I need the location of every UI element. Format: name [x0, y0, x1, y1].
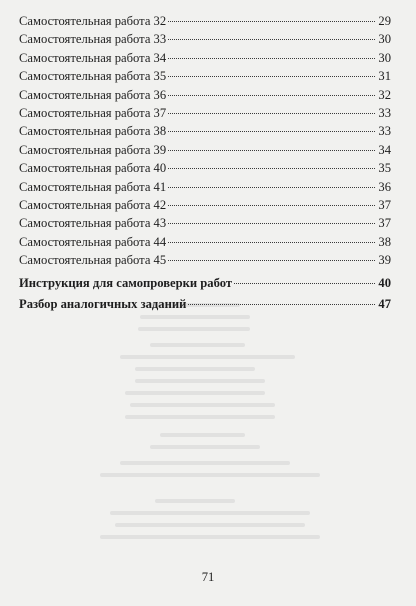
- toc-entry[interactable]: [19, 122, 391, 140]
- dot-leader: [168, 242, 375, 243]
- dot-leader: [168, 223, 375, 224]
- toc-entry-title: Самостоятельная работа 40: [19, 161, 167, 176]
- toc-entry[interactable]: [19, 214, 391, 232]
- toc-entry-page: 36: [378, 179, 391, 194]
- toc-entry-page: 37: [378, 216, 391, 231]
- toc-entry-title: Самостоятельная работа 34: [19, 50, 167, 65]
- dot-leader: [168, 21, 375, 22]
- toc-entry-title: Самостоятельная работа 41: [19, 179, 167, 194]
- toc-entry[interactable]: [19, 251, 391, 269]
- toc-entry[interactable]: [19, 159, 391, 177]
- dot-leader: [168, 187, 375, 188]
- toc-entry-title: Самостоятельная работа 38: [19, 124, 167, 139]
- toc-entry-page: 31: [378, 69, 391, 84]
- toc-entry-page: 35: [378, 161, 391, 176]
- dot-leader: [234, 283, 375, 284]
- toc-entry-page: 30: [378, 50, 391, 65]
- dot-leader: [168, 76, 375, 77]
- dot-leader: [188, 304, 375, 305]
- toc-entry-page: 30: [378, 32, 391, 47]
- toc-section-page: 47: [378, 297, 391, 312]
- toc-entry-title: Самостоятельная работа 37: [19, 105, 167, 120]
- toc-entry-title: Самостоятельная работа 33: [19, 32, 167, 47]
- dot-leader: [168, 39, 375, 40]
- dot-leader: [168, 113, 375, 114]
- toc-entry[interactable]: [19, 196, 391, 214]
- toc-entry-title: Самостоятельная работа 42: [19, 197, 167, 212]
- dot-leader: [168, 205, 375, 206]
- toc-entry-page: 33: [378, 105, 391, 120]
- toc-section-title: Инструкция для самопроверки работ: [19, 276, 233, 291]
- toc-entry-title: Самостоятельная работа 44: [19, 234, 167, 249]
- table-of-contents: [19, 12, 391, 315]
- toc-entry[interactable]: [19, 12, 391, 30]
- toc-entry-page: 34: [378, 142, 391, 157]
- toc-entry-page: 38: [378, 234, 391, 249]
- toc-entry-title: Самостоятельная работа 35: [19, 69, 167, 84]
- dot-leader: [168, 95, 375, 96]
- toc-section-page: 40: [378, 276, 391, 291]
- toc-entry-title: Самостоятельная работа 39: [19, 142, 167, 157]
- bleed-through-text: [0, 275, 416, 545]
- toc-entry[interactable]: [19, 49, 391, 67]
- toc-entry[interactable]: [19, 86, 391, 104]
- toc-entry[interactable]: [19, 233, 391, 251]
- toc-entry-title: Самостоятельная работа 32: [19, 14, 167, 28]
- toc-entry-page: 33: [378, 124, 391, 139]
- toc-entry-page: 29: [378, 14, 391, 28]
- toc-entry[interactable]: [19, 141, 391, 159]
- toc-entry-page: 39: [378, 253, 391, 268]
- toc-section-title: Разбор аналогичных заданий: [19, 297, 187, 312]
- dot-leader: [168, 260, 375, 261]
- toc-entry[interactable]: [19, 178, 391, 196]
- toc-section-instructions[interactable]: [19, 273, 391, 294]
- toc-section-analysis[interactable]: [19, 294, 391, 315]
- dot-leader: [168, 150, 375, 151]
- toc-entry-title: Самостоятельная работа 45: [19, 253, 167, 268]
- dot-leader: [168, 168, 375, 169]
- dot-leader: [168, 58, 375, 59]
- toc-entry[interactable]: [19, 67, 391, 85]
- toc-entry-page: 32: [378, 87, 391, 102]
- toc-entry-title: Самостоятельная работа 43: [19, 216, 167, 231]
- toc-entry-page: 37: [378, 197, 391, 212]
- page-number: 71: [201, 570, 215, 584]
- toc-entry[interactable]: [19, 30, 391, 48]
- toc-entry-title: Самостоятельная работа 36: [19, 87, 167, 102]
- dot-leader: [168, 131, 375, 132]
- toc-entry[interactable]: [19, 104, 391, 122]
